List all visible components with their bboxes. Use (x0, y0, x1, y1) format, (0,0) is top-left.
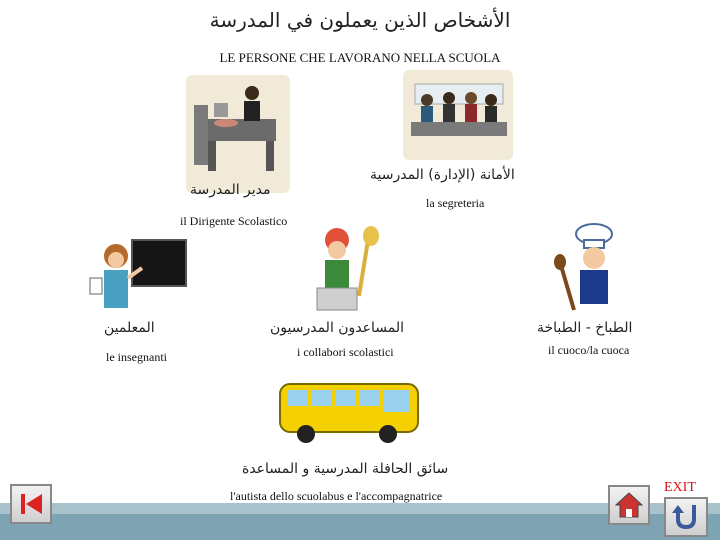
cuoco-label-italian: il cuoco/la cuoca (548, 343, 630, 357)
home-button[interactable] (608, 485, 650, 525)
dirigente-label-arabic: مدير المدرسة (190, 182, 271, 198)
autista-label-italian: l'autista dello scuolabus e l'accompagnatrice (230, 489, 443, 503)
insegnanti-picture (86, 238, 190, 318)
dirigente-label-italian: il Dirigente Scolastico (180, 214, 288, 228)
segreteria-label-arabic: الأمانة (الإدارة) المدرسية (370, 167, 515, 183)
segreteria-picture (403, 70, 513, 160)
home-icon (610, 487, 648, 523)
return-icon (666, 499, 706, 535)
cuoco-label-arabic: الطباخ - الطباخة (537, 320, 633, 336)
collabori-label-italian: i collabori scolastici (297, 345, 394, 359)
cuoco-picture (552, 222, 628, 318)
collabori-picture (303, 226, 389, 318)
collabori-label-arabic: المساعدون المدرسيون (270, 320, 405, 336)
scuolabus-picture (276, 376, 422, 448)
insegnanti-label-arabic: المعلمين (104, 320, 155, 336)
back-to-start-button[interactable] (10, 484, 52, 524)
exit-button[interactable] (664, 497, 708, 537)
page-title-italian: LE PERSONE CHE LAVORANO NELLA SCUOLA (219, 50, 501, 65)
exit-label: EXIT (664, 480, 696, 495)
autista-label-arabic: سائق الحافلة المدرسية و المساعدة (242, 461, 449, 477)
insegnanti-label-italian: le insegnanti (106, 350, 167, 364)
dirigente-picture (186, 75, 290, 193)
segreteria-label-italian: la segreteria (426, 196, 485, 210)
back-to-start-icon (12, 486, 50, 522)
page-title-arabic: الأشخاص الذين يعملون في المدرسة (209, 8, 511, 32)
